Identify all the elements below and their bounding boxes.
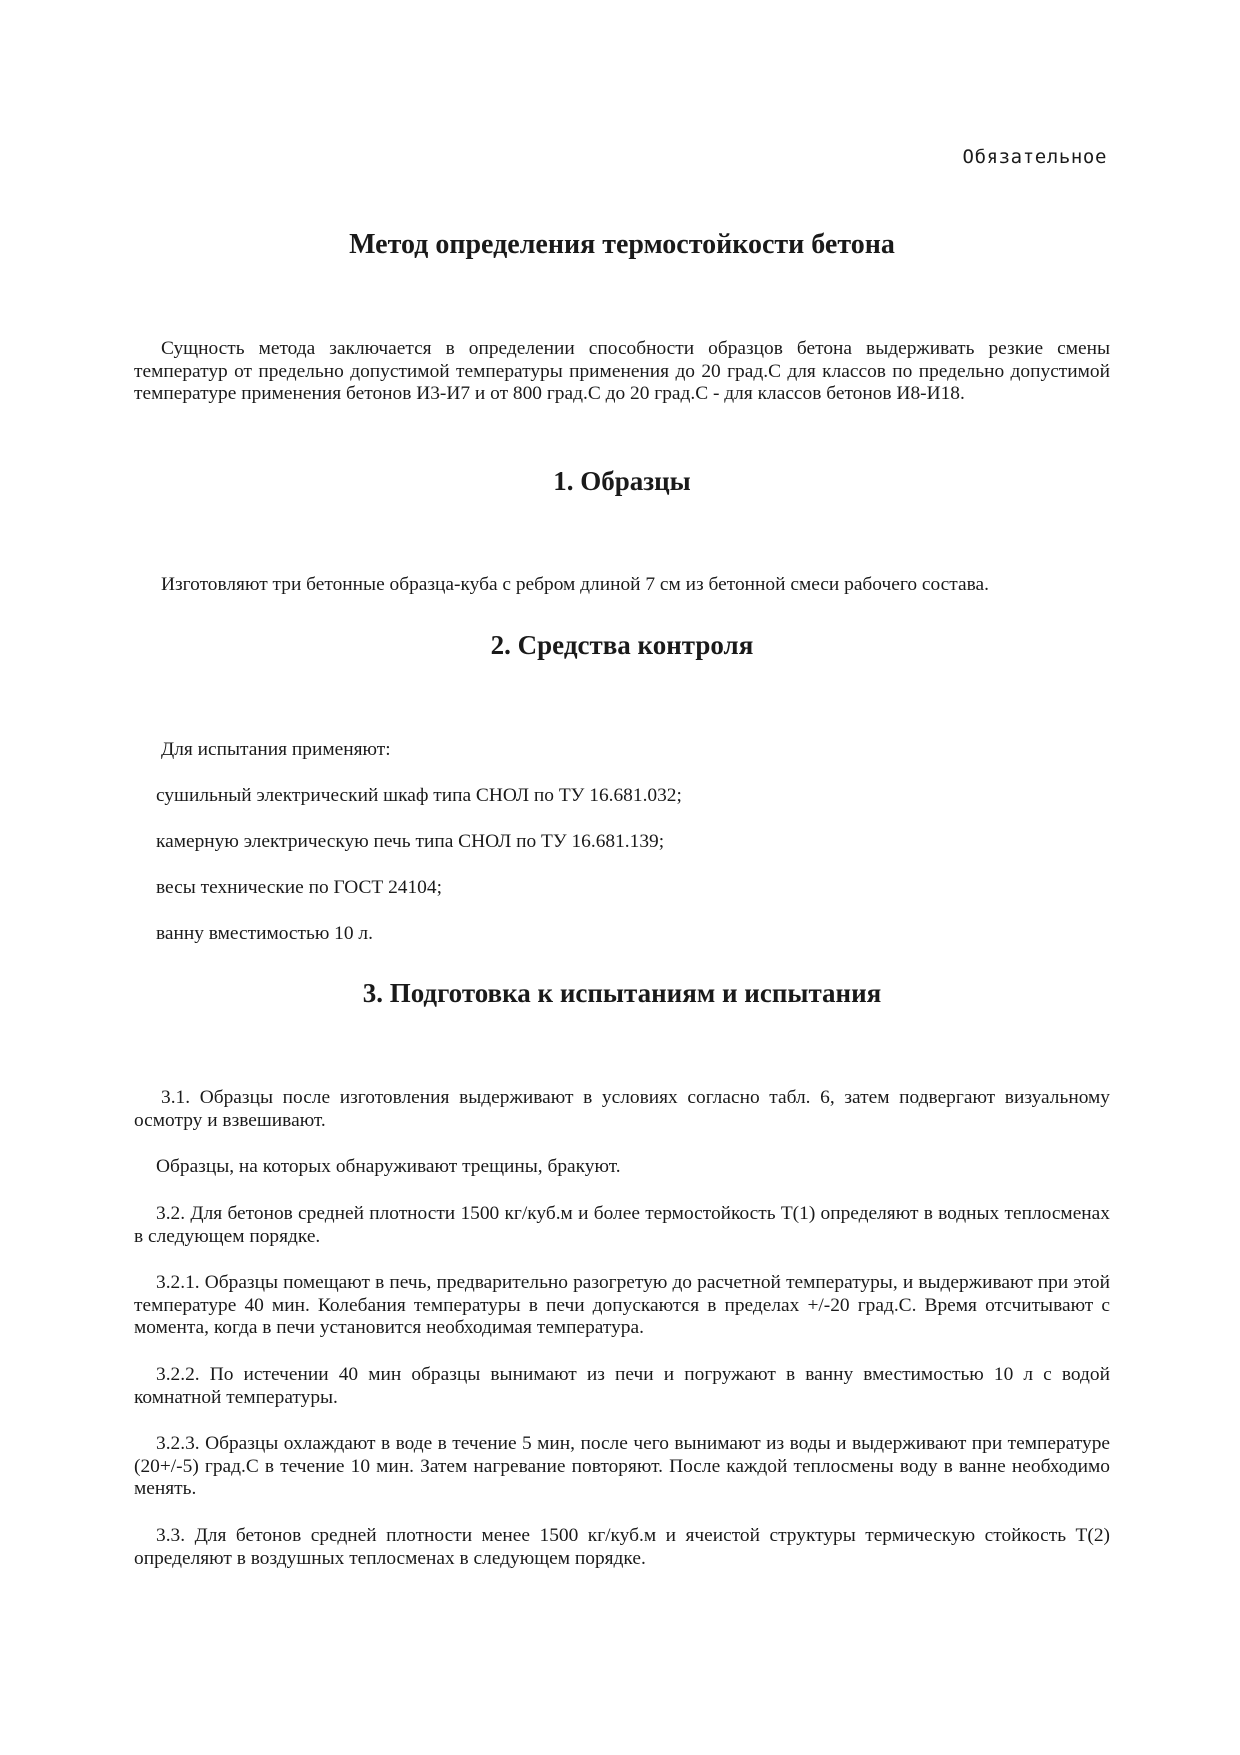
document-title: Метод определения термостойкости бетона <box>349 229 895 260</box>
paragraph-3-2-2: 3.2.2. По истечении 40 мин образцы вынимают из печи и погружают в ванну вместимостью 10 л с водой комнатной температуры. <box>134 1364 1110 1408</box>
appendix-status-label: Обязательное <box>962 146 1107 168</box>
section-1-text: Изготовляют три бетонные образца-куба с ребром длиной 7 см из бетонной смеси рабочего состава. <box>161 574 989 595</box>
intro-paragraph: Сущность метода заключается в определении способности образцов бетона выдерживать резкие смены температур от предельно допустимой температуры применения до 20 град.С для классов по предельно допустимой температуре применения бетонов И3-И7 и от 800 град.С до 20 град.С - для классов бетонов И8-И18. <box>134 338 1110 405</box>
section-2-lead: Для испытания применяют: <box>161 739 391 760</box>
paragraph-3-2-3: 3.2.3. Образцы охлаждают в воде в течение 5 мин, после чего вынимают из воды и выдерживают при температуре (20+/-5) град.С в течение 10 мин. Затем нагревание повторяют. После каждой теплосмены воду в ванне необходимо менять. <box>134 1433 1110 1500</box>
list-item: камерную электрическую печь типа СНОЛ по ТУ 16.681.139; <box>156 831 665 852</box>
paragraph-3-2: 3.2. Для бетонов средней плотности 1500 кг/куб.м и более термостойкость T(1) определяют в водных теплосменах в следующем порядке. <box>134 1203 1110 1247</box>
paragraph-3-1-note: Образцы, на которых обнаруживают трещины, бракуют. <box>156 1156 621 1177</box>
list-item: ванну вместимостью 10 л. <box>156 923 373 944</box>
paragraph-3-2-1: 3.2.1. Образцы помещают в печь, предварительно разогретую до расчетной температуры, и выдерживают при этой температуре 40 мин. Колебания температуры в печи допускаются в пределах +/-20 град.С. Время отсчитывают с момента, когда в печи установится необходимая температура. <box>134 1272 1110 1339</box>
list-item: сушильный электрический шкаф типа СНОЛ по ТУ 16.681.032; <box>156 785 682 806</box>
section-3-heading: 3. Подготовка к испытаниям и испытания <box>362 978 882 1008</box>
section-1-heading: 1. Образцы <box>553 466 691 496</box>
paragraph-3-1: 3.1. Образцы после изготовления выдерживают в условиях согласно табл. 6, затем подвергают визуальному осмотру и взвешивают. <box>134 1087 1110 1131</box>
list-item: весы технические по ГОСТ 24104; <box>156 877 442 898</box>
section-2-heading: 2. Средства контроля <box>490 630 754 660</box>
paragraph-3-3: 3.3. Для бетонов средней плотности менее 1500 кг/куб.м и ячеистой структуры термическую стойкость T(2) определяют в воздушных теплосменах в следующем порядке. <box>134 1525 1110 1569</box>
